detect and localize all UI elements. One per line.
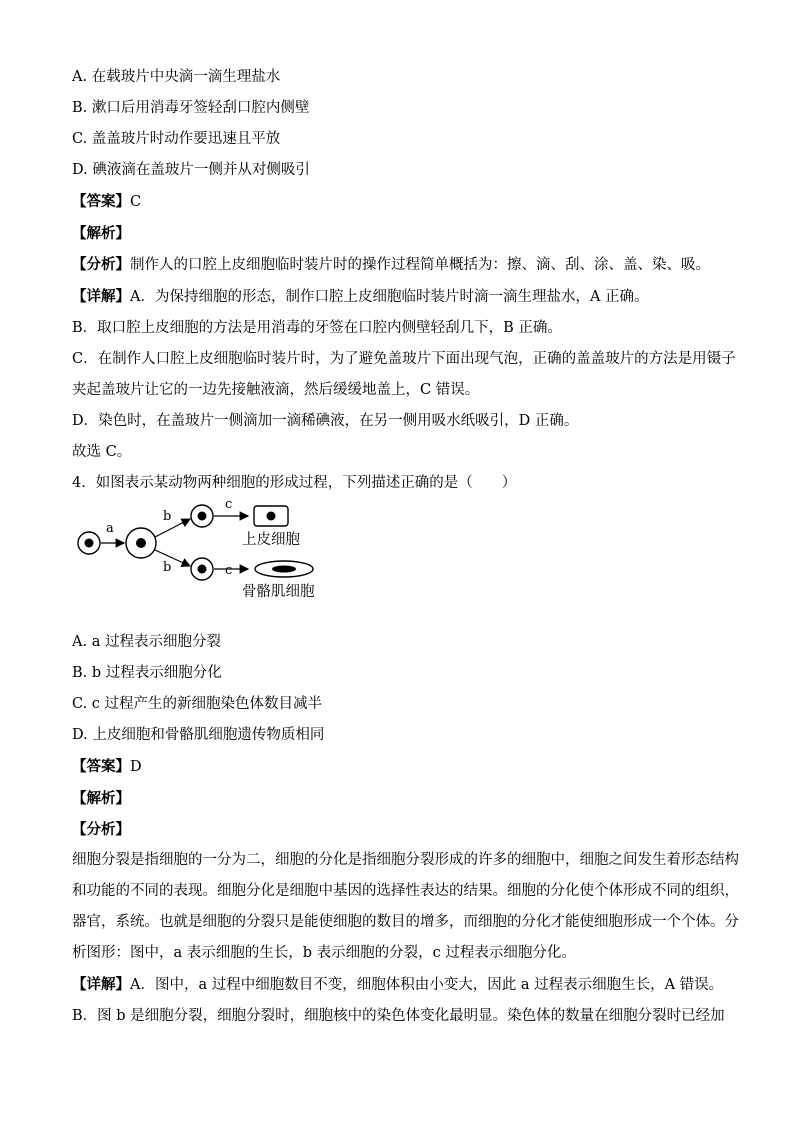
q3-option-c: C. 盖盖玻片时动作要迅速且平放 (72, 131, 281, 147)
cell-formation-diagram (72, 497, 722, 621)
detail-tag: 【详解】 (72, 288, 130, 305)
arrow-b-bottom (155, 550, 190, 566)
label-c-top: c (225, 497, 233, 512)
answer-tag: 【答案】 (72, 193, 130, 210)
grown-nucleus (136, 538, 146, 548)
q4-option-b: B. b 过程表示细胞分化 (72, 665, 222, 681)
q4-fenxi-tag: 【分析】 (72, 821, 130, 838)
divided-nucleus-top (198, 512, 207, 521)
q3-answer-line (72, 186, 722, 218)
document-page (72, 62, 739, 1032)
q4-fenxi-l3: 器官，系统。也就是细胞的分裂只是能使细胞的数目的增多，而细胞的分化才能使细胞形成一个个体。分 (72, 914, 739, 930)
label-b-top: b (163, 509, 172, 524)
q3-detail-a-line (72, 281, 722, 313)
epithelial-cell-label: 上皮细胞 (242, 532, 300, 548)
label-a: a (106, 521, 114, 536)
fenxi-text: 制作人的口腔上皮细胞临时装片时的操作过程简单概括为：擦、滴、刮、涂、盖、染、吸。 (130, 257, 710, 273)
q4-option-a: A. a 过程表示细胞分裂 (72, 634, 221, 650)
q4-fenxi-l1: 细胞分裂是指细胞的一分为二，细胞的分化是指细胞分裂形成的许多的细胞中，细胞之间发生着形态结构 (72, 852, 739, 868)
q3-analysis-tag: 【解析】 (72, 225, 130, 242)
muscle-cell-label: 骨骼肌细胞 (242, 584, 315, 600)
detail-a-text: A．图中，a 过程中细胞数目不变，细胞体积由小变大，因此 a 过程表示细胞生长，A 错误。 (130, 977, 724, 993)
q4-analysis-tag: 【解析】 (72, 790, 130, 807)
q4-detail-a-line (72, 969, 722, 1001)
q3-detail-d: D．染色时，在盖玻片一侧滴加一滴稀碘液，在另一侧用吸水纸吸引，D 正确。 (72, 413, 579, 429)
label-b-bottom: b (163, 560, 172, 575)
divided-nucleus-bottom (198, 565, 207, 574)
detail-tag: 【详解】 (72, 976, 130, 993)
detail-a-text: A．为保持细胞的形态，制作口腔上皮细胞临时装片时滴一滴生理盐水，A 正确。 (130, 289, 649, 305)
initial-nucleus (85, 539, 94, 548)
q4-fenxi-l4: 析图形：图中，a 表示细胞的生长，b 表示细胞的分裂，c 过程表示细胞分化。 (72, 945, 576, 961)
arrow-b-top (155, 519, 190, 537)
q3-detail-c1: C．在制作人口腔上皮细胞临时装片时，为了避免盖玻片下面出现气泡，正确的盖盖玻片的方法是用镊子 (72, 351, 736, 367)
q3-option-b: B. 漱口后用消毒牙签轻刮口腔内侧壁 (72, 100, 310, 116)
q4-stem: 4．如图表示某动物两种细胞的形成过程，下列描述正确的是（ ） (72, 475, 517, 491)
label-c-bottom: c (225, 563, 233, 578)
muscle-nucleus (272, 566, 296, 573)
q3-fenxi-line (72, 249, 722, 281)
q3-detail-c2: 夹起盖玻片让它的一边先接触液滴，然后缓缓地盖上，C 错误。 (72, 382, 480, 398)
q4-option-c: C. c 过程产生的新细胞染色体数目减半 (72, 696, 323, 712)
epithelial-nucleus (267, 512, 276, 521)
answer-tag: 【答案】 (72, 758, 130, 775)
q3-conclusion: 故选 C。 (72, 444, 132, 460)
q3-option-a: A. 在载玻片中央滴一滴生理盐水 (72, 69, 281, 85)
q4-option-d: D. 上皮细胞和骨骼肌细胞遗传物质相同 (72, 727, 325, 743)
answer-value: C (130, 194, 142, 210)
q4-detail-b: B．图 b 是细胞分裂，细胞分裂时，细胞核中的染色体变化最明显。染色体的数量在细胞分裂时已经加 (72, 1008, 725, 1024)
answer-value: D (130, 759, 142, 775)
q4-fenxi-l2: 和功能的不同的表现。细胞分化是细胞中基因的选择性表达的结果。细胞的分化使个体形成不同的组织， (72, 883, 739, 899)
q3-option-d: D. 碘液滴在盖玻片一侧并从对侧吸引 (72, 162, 310, 178)
fenxi-tag: 【分析】 (72, 256, 130, 273)
q4-answer-line (72, 751, 722, 783)
q3-detail-b: B．取口腔上皮细胞的方法是用消毒的牙签在口腔内侧壁轻刮几下，B 正确。 (72, 320, 562, 336)
